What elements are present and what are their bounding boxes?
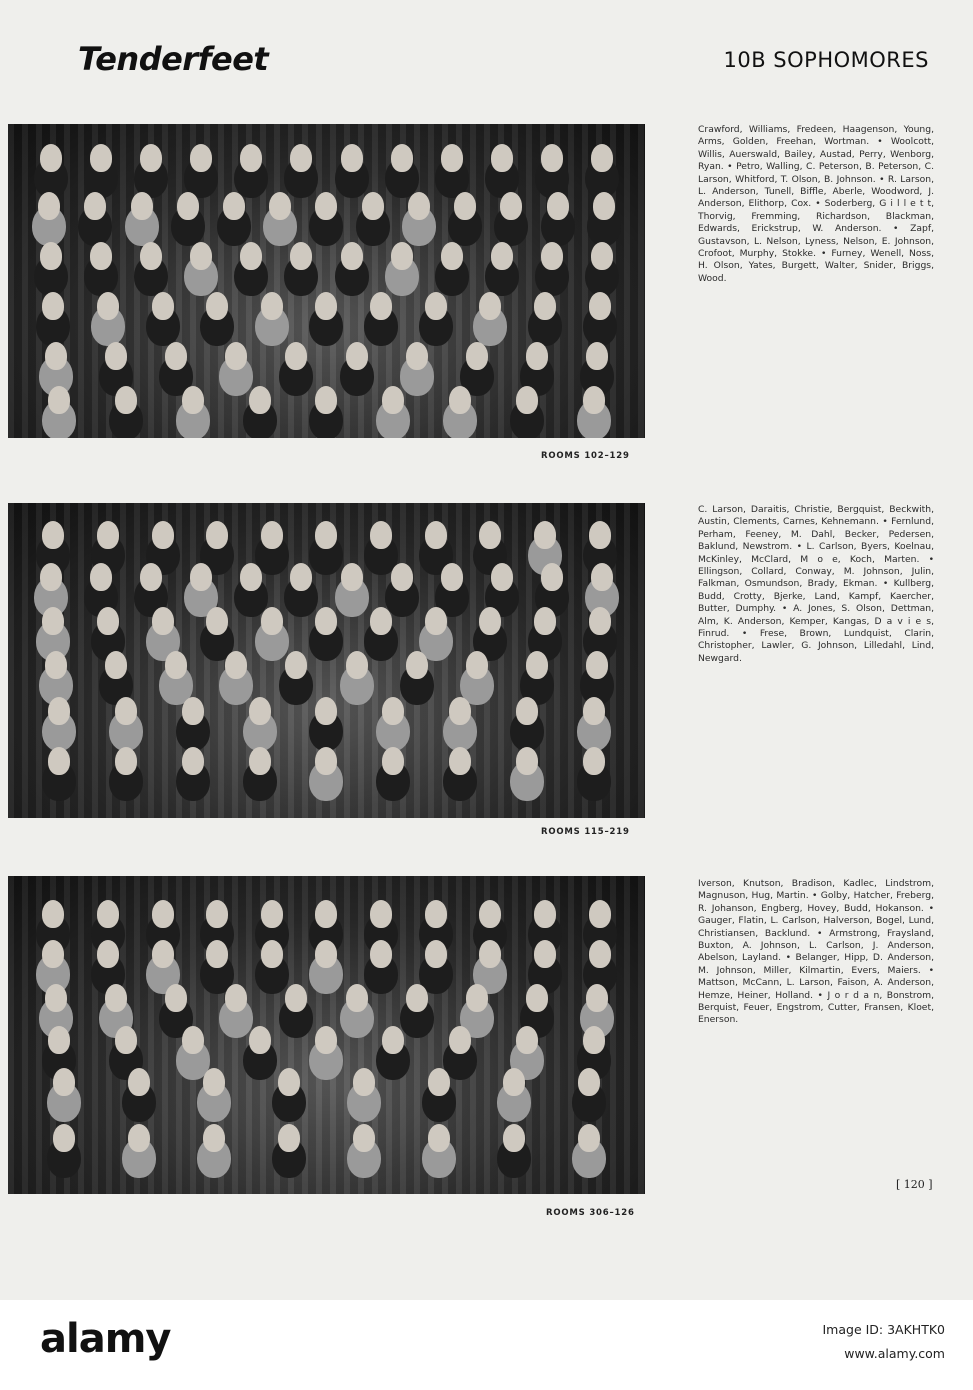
class-photo-2 bbox=[8, 503, 645, 818]
class-title: 10B SOPHOMORES bbox=[723, 48, 929, 72]
brand-logo[interactable]: alamy bbox=[40, 1316, 171, 1362]
section-title: Tenderfeet bbox=[78, 40, 269, 78]
name-list-2: C. Larson, Daraitis, Christie, Bergquist, Beckwith, Austin, Clements, Carnes, Kehnemann. • Fernlund, Perham, Feeney, M. Dahl, Becker, Pedersen, Baklund, Newstrom. • L. Carlson, Byers, Koelnau, McKinley, McClard, M o e, Koch, Marten. • Ellingson, Collard, Conway, M. Johnson, Julin, Falkman, Osmundson, Brady, Ekman. • Kullberg, Budd, Crotty, Bjerke, Land, Kampf, Kaercher, Butter, Dumphy. • A. Jones, S. Olson, Dettman, Alm, K. Anderson, Kemper, Kangas, D a v i e s, Finrud. • Frese, Brown, Lundquist, Clarin, Christopher, Lawler, G. Johnson, Lilledahl, Lind, Newgard. bbox=[698, 504, 934, 664]
room-caption-1: ROOMS 102–129 bbox=[541, 451, 630, 461]
page-number: [ 120 ] bbox=[896, 1178, 933, 1191]
room-caption-3: ROOMS 306–126 bbox=[546, 1208, 635, 1218]
site-url[interactable]: www.alamy.com bbox=[844, 1346, 945, 1361]
name-list-1: Crawford, Williams, Fredeen, Haagenson, Young, Arms, Golden, Freehan, Wortman. • Woolcott, Willis, Auerswald, Bailey, Austad, Perry, Wenborg, Ryan. • Petro, Walling, C. Peterson, B. Peterson, C. Larson, Whitford, T. Olson, B. Johnson. • R. Larson, L. Anderson, Tunell, Biffle, Aberle, Woodword, J. Anderson, Elithorp, Cox. • Soderberg, G i l l e t t, Thorvig, Fremming, Richardson, Blackman, Edwards, Erickstrup, W. Anderson. • Zapf, Gustavson, L. Nelson, Lyness, Nelson, E. Johnson, Crofoot, Murphy, Stokke. • Furney, Wenell, Noss, H. Olson, Yates, Burgett, Walter, Snider, Briggs, Wood. bbox=[698, 124, 934, 284]
class-photo-3 bbox=[8, 876, 645, 1194]
room-caption-2: ROOMS 115–219 bbox=[541, 827, 630, 837]
class-photo-1 bbox=[8, 124, 645, 438]
image-id: Image ID: 3AKHTK0 bbox=[822, 1322, 945, 1337]
name-list-3: Iverson, Knutson, Bradison, Kadlec, Lindstrom, Magnuson, Hug, Martin. • Golby, Hatcher, Freberg, R. Johanson, Engberg, Hovey, Budd, Hokanson. • Gauger, Flatin, L. Carlson, Halverson, Bogel, Lund, Christiansen, Backlund. • Armstrong, Fraysland, Buxton, A. Johnson, L. Carlson, J. Anderson, Abelson, Layland. • Belanger, Hipp, D. Anderson, M. Johnson, Miller, Kilmartin, Evers, Maiers. • Mattson, McCann, L. Larson, Faison, A. Anderson, Hemze, Heiner, Holland. • J o r d a n, Bonstrom, Berquist, Feuer, Engstrom, Cutter, Fransen, Kloet, Enerson. bbox=[698, 878, 934, 1026]
